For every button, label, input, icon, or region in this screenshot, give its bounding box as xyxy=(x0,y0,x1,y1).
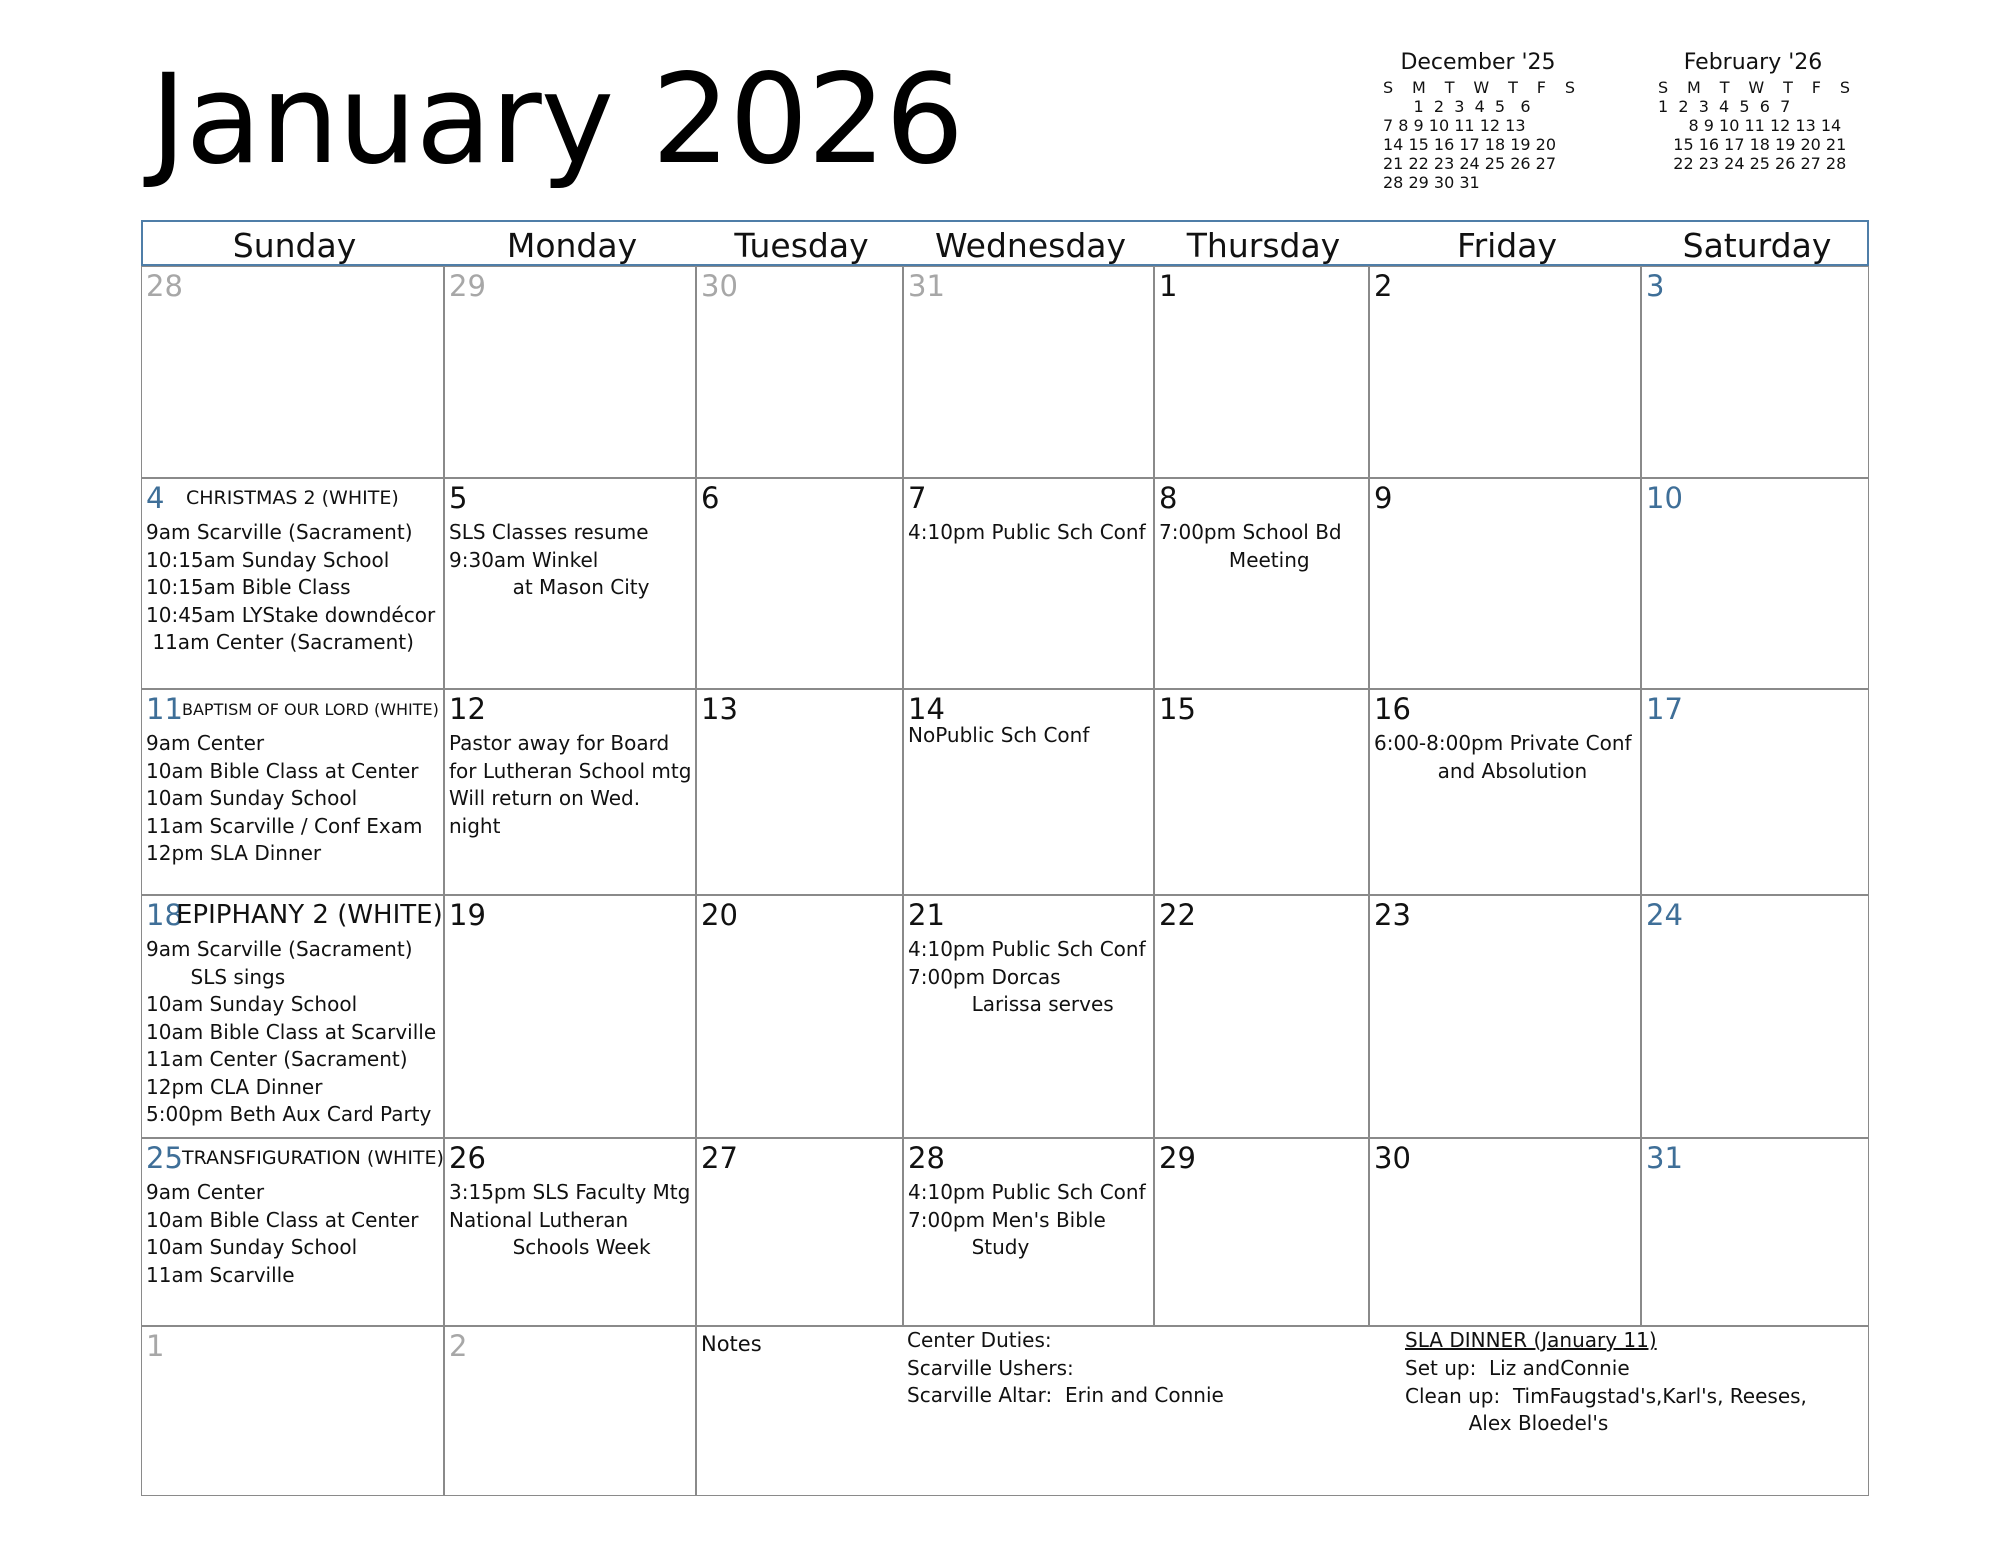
mini-dow: T xyxy=(1508,78,1518,97)
day-cell[interactable] xyxy=(1641,478,1869,689)
mini-calendar-next xyxy=(1648,50,1858,173)
day-cell[interactable] xyxy=(1154,895,1369,1138)
day-number: 16 xyxy=(1374,692,1411,726)
day-number: 2 xyxy=(449,1329,468,1363)
day-cell[interactable] xyxy=(1641,895,1869,1138)
mini-dow: S xyxy=(1839,78,1850,97)
liturgical-day: EPIPHANY 2 (WHITE) xyxy=(176,900,443,930)
day-number: 18 xyxy=(146,898,183,932)
day-cell[interactable] xyxy=(696,478,903,689)
weekday-header: Thursday xyxy=(1186,226,1341,265)
day-number: 21 xyxy=(908,898,945,932)
weekday-header: Wednesday xyxy=(934,226,1127,265)
day-number: 29 xyxy=(449,269,486,303)
day-cell[interactable] xyxy=(444,266,696,478)
day-cell[interactable] xyxy=(444,1326,696,1496)
mini-dow: T xyxy=(1444,78,1455,97)
weekday-header: Tuesday xyxy=(734,226,869,265)
day-number: 11 xyxy=(146,692,183,726)
mini-calendar-prev xyxy=(1373,50,1583,192)
day-events: 4:10pm Public Sch Conf 7:00pm Men's Bible Study xyxy=(908,1180,1146,1259)
mini-dow: S xyxy=(1658,78,1669,97)
page-title: January 2026 xyxy=(150,48,964,192)
mini-week-row: 22 23 24 25 26 27 28 xyxy=(1658,154,1847,173)
day-events: 9am Scarville (Sacrament) 10:15am Sunday School 10:15am Bible Class 10:45am LYStake downdécor 11am Center (Sacrament) xyxy=(146,520,436,654)
day-number: 24 xyxy=(1646,898,1683,932)
day-number: 5 xyxy=(449,481,468,515)
mini-dow: M xyxy=(1687,78,1701,97)
day-number: 27 xyxy=(701,1141,738,1175)
day-events: 3:15pm SLS Faculty Mtg National Lutheran Schools Week xyxy=(449,1180,691,1259)
day-number: 29 xyxy=(1159,1141,1196,1175)
day-number: 1 xyxy=(1159,269,1178,303)
day-cell[interactable] xyxy=(1154,689,1369,895)
day-cell[interactable] xyxy=(141,266,444,478)
day-cell[interactable] xyxy=(141,895,444,1138)
mini-dow: W xyxy=(1748,78,1765,97)
day-cell[interactable] xyxy=(141,478,444,689)
day-cell[interactable] xyxy=(903,266,1154,478)
day-events: SLS Classes resume 9:30am Winkel at Mason City xyxy=(449,520,650,599)
day-number: 23 xyxy=(1374,898,1411,932)
day-number: 10 xyxy=(1646,481,1683,515)
day-cell[interactable] xyxy=(1369,266,1641,478)
day-cell[interactable] xyxy=(1369,478,1641,689)
day-cell[interactable] xyxy=(903,895,1154,1138)
day-cell[interactable] xyxy=(1369,895,1641,1138)
day-cell[interactable] xyxy=(1154,1138,1369,1326)
day-number: 6 xyxy=(701,481,720,515)
mini-calendar-dows xyxy=(1648,78,1858,97)
day-events: 9am Scarville (Sacrament) SLS sings 10am Sunday School 10am Bible Class at Scarville 11am Center (Sacrament) 12pm CLA Dinner 5:00pm Beth Aux Card Party xyxy=(146,937,437,1126)
day-cell[interactable] xyxy=(1154,266,1369,478)
liturgical-day: BAPTISM OF OUR LORD (WHITE) xyxy=(182,700,439,719)
mini-dow: S xyxy=(1564,78,1575,97)
day-cell[interactable] xyxy=(1369,689,1641,895)
day-cell[interactable] xyxy=(444,478,696,689)
day-number: 30 xyxy=(1374,1141,1411,1175)
mini-week-row: 21 22 23 24 25 26 27 xyxy=(1383,154,1557,173)
day-number: 8 xyxy=(1159,481,1178,515)
day-number: 7 xyxy=(908,481,927,515)
day-number: 28 xyxy=(146,269,183,303)
day-number: 28 xyxy=(908,1141,945,1175)
mini-week-row: 14 15 16 17 18 19 20 xyxy=(1383,135,1557,154)
day-number: 25 xyxy=(146,1141,183,1175)
mini-dow: W xyxy=(1473,78,1490,97)
liturgical-day: CHRISTMAS 2 (WHITE) xyxy=(186,487,399,509)
mini-week-row: 1 2 3 4 5 6 7 xyxy=(1658,97,1791,116)
day-cell[interactable] xyxy=(696,895,903,1138)
day-number: 15 xyxy=(1159,692,1196,726)
mini-week-row: 1 2 3 4 5 6 xyxy=(1383,97,1531,116)
weekday-header: Friday xyxy=(1456,226,1557,265)
day-events: 4:10pm Public Sch Conf 7:00pm Dorcas Larissa serves xyxy=(908,937,1146,1016)
liturgical-day: TRANSFIGURATION (WHITE) xyxy=(182,1147,444,1169)
notes-area[interactable] xyxy=(696,1326,1869,1496)
day-number: 13 xyxy=(701,692,738,726)
day-number: 31 xyxy=(908,269,945,303)
day-events: NoPublic Sch Conf xyxy=(908,723,1090,747)
day-cell[interactable] xyxy=(141,689,444,895)
day-number: 22 xyxy=(1159,898,1196,932)
day-cell[interactable] xyxy=(696,1138,903,1326)
day-cell[interactable] xyxy=(141,1138,444,1326)
day-cell[interactable] xyxy=(1641,1138,1869,1326)
day-number: 19 xyxy=(449,898,486,932)
mini-calendar-header: February '26 xyxy=(1683,50,1823,75)
day-cell[interactable] xyxy=(696,266,903,478)
weekday-header: Sunday xyxy=(232,226,357,265)
sla-dinner-title: SLA DINNER (January 11) xyxy=(1405,1328,1657,1352)
day-events: 9am Center 10am Bible Class at Center 10am Sunday School 11am Scarville xyxy=(146,1180,419,1287)
day-cell[interactable] xyxy=(444,689,696,895)
month-grid xyxy=(141,220,1869,1496)
sla-dinner-details: Set up: Liz andConnie Clean up: TimFaugstad's,Karl's, Reeses, Alex Bloedel's xyxy=(1405,1356,1807,1435)
day-events: 9am Center 10am Bible Class at Center 10am Sunday School 11am Scarville / Conf Exam 12pm SLA Dinner xyxy=(146,731,423,865)
day-number: 14 xyxy=(908,692,945,726)
weekday-header: Saturday xyxy=(1682,226,1832,265)
mini-week-row: 8 9 10 11 12 13 14 xyxy=(1658,116,1842,135)
day-cell[interactable] xyxy=(903,1138,1154,1326)
mini-calendar-dows xyxy=(1373,78,1583,97)
mini-dow: S xyxy=(1383,78,1394,97)
mini-calendar-header: December '25 xyxy=(1400,50,1556,75)
day-number: 3 xyxy=(1646,269,1665,303)
day-cell[interactable] xyxy=(1154,478,1369,689)
notes-label: Notes xyxy=(701,1332,762,1356)
day-cell[interactable] xyxy=(444,895,696,1138)
mini-dow: F xyxy=(1536,78,1546,97)
day-cell[interactable] xyxy=(696,689,903,895)
day-cell[interactable] xyxy=(1369,1138,1641,1326)
mini-week-row: 28 29 30 31 xyxy=(1383,173,1480,192)
day-cell[interactable] xyxy=(1641,266,1869,478)
weekday-header: Monday xyxy=(506,226,638,265)
mini-week-row: 15 16 17 18 19 20 21 xyxy=(1658,135,1847,154)
day-cell[interactable] xyxy=(1641,689,1869,895)
day-cell[interactable] xyxy=(444,1138,696,1326)
day-number: 17 xyxy=(1646,692,1683,726)
day-events: Pastor away for Board for Lutheran School mtg Will return on Wed. night xyxy=(449,731,692,838)
day-cell[interactable] xyxy=(903,478,1154,689)
mini-dow: F xyxy=(1811,78,1821,97)
day-number: 2 xyxy=(1374,269,1393,303)
day-cell[interactable] xyxy=(141,1326,444,1496)
day-number: 30 xyxy=(701,269,738,303)
mini-dow: T xyxy=(1719,78,1730,97)
day-cell[interactable] xyxy=(903,689,1154,895)
day-number: 4 xyxy=(146,481,165,515)
day-events: 4:10pm Public Sch Conf xyxy=(908,520,1146,544)
day-number: 1 xyxy=(146,1329,165,1363)
day-number: 31 xyxy=(1646,1141,1683,1175)
day-events: 7:00pm School Bd Meeting xyxy=(1159,520,1342,572)
day-number: 12 xyxy=(449,692,486,726)
day-number: 9 xyxy=(1374,481,1393,515)
duties-text: Center Duties: Scarville Ushers: Scarville Altar: Erin and Connie xyxy=(907,1328,1224,1407)
day-events: 6:00-8:00pm Private Conf and Absolution xyxy=(1374,731,1632,783)
weekday-header-row xyxy=(141,220,1869,266)
mini-week-row: 7 8 9 10 11 12 13 xyxy=(1383,116,1526,135)
mini-dow: M xyxy=(1412,78,1426,97)
mini-dow: T xyxy=(1783,78,1793,97)
day-number: 26 xyxy=(449,1141,486,1175)
day-number: 20 xyxy=(701,898,738,932)
